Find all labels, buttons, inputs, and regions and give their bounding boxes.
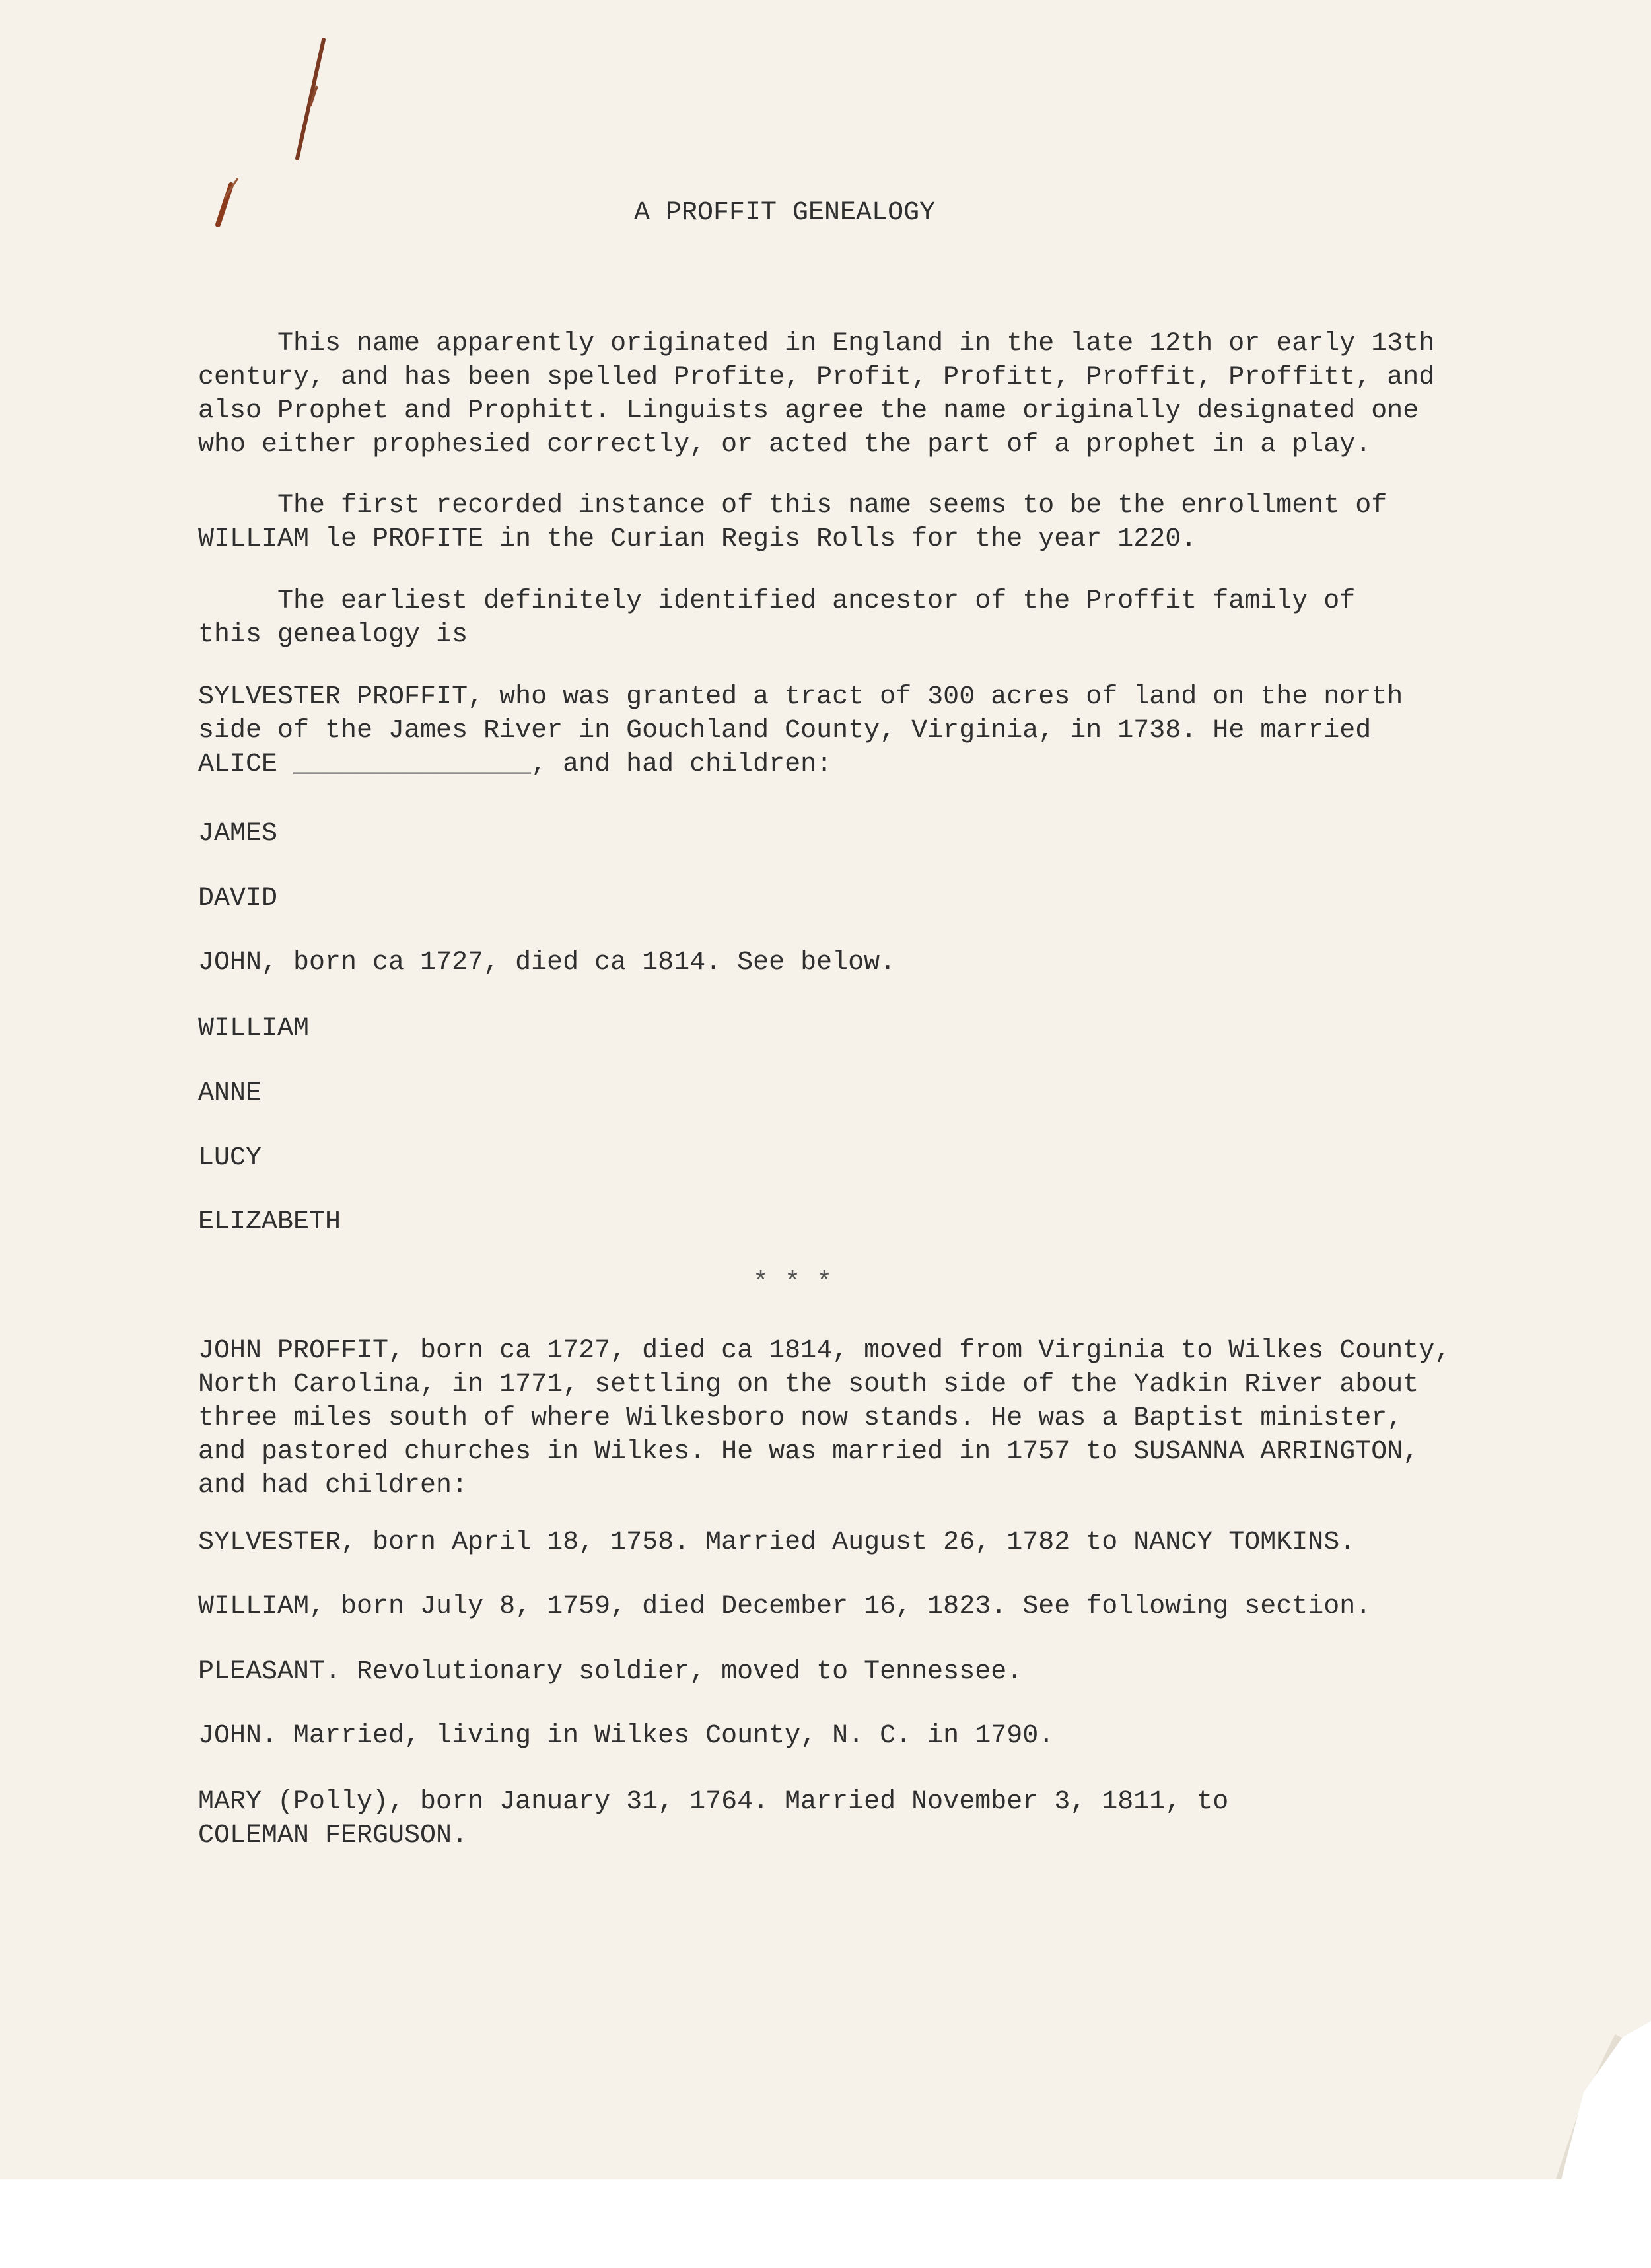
child-entry: DAVID [198,884,278,913]
intro-paragraph-2 [198,489,1387,556]
child-entry: WILLIAM, born July 8, 1759, died December 16, 1823. See following section. [198,1592,1372,1621]
john-paragraph [198,1334,1450,1503]
text-line: ALICE _______________, and had children: [198,750,833,779]
text-line: This name apparently originated in England in the late 12th or early 13th [198,329,1435,359]
child-entry: ANNE [198,1079,262,1108]
mary-entry [198,1785,1228,1853]
sylvester-paragraph [198,680,1403,781]
scan-background [0,2179,1651,2268]
text-line: WILLIAM le PROFITE in the Curian Regis Rolls for the year 1220. [198,524,1197,554]
child-entry: PLEASANT. Revolutionary soldier, moved to Tennessee. [198,1657,1023,1687]
text-line: and had children: [198,1471,468,1501]
child-entry: JAMES [198,819,278,849]
child-entry: JOHN. Married, living in Wilkes County, N. C. in 1790. [198,1721,1055,1751]
intro-paragraph-3 [198,585,1355,652]
text-line: The earliest definitely identified ancestor of the Proffit family of [198,586,1356,616]
text-line: JOHN PROFFIT, born ca 1727, died ca 1814, moved from Virginia to Wilkes County, [198,1336,1451,1366]
text-line: MARY (Polly), born January 31, 1764. Married November 3, 1811, to [198,1787,1229,1817]
text-line: side of the James River in Gouchland County, Virginia, in 1738. He married [198,716,1372,746]
child-entry: WILLIAM [198,1014,310,1044]
intro-paragraph-1 [198,327,1434,462]
text-line: also Prophet and Prophitt. Linguists agree the name originally designated one [198,396,1419,426]
child-entry: SYLVESTER, born April 18, 1758. Married August 26, 1782 to NANCY TOMKINS. [198,1528,1356,1557]
child-entry: LUCY [198,1143,262,1173]
folded-corner [1539,2021,1651,2179]
child-entry: ELIZABETH [198,1207,341,1237]
document-title: A PROFFIT GENEALOGY [634,198,936,228]
text-line: three miles south of where Wilkesboro now stands. He was a Baptist minister, [198,1403,1403,1433]
text-line: this genealogy is [198,620,468,650]
text-line: SYLVESTER PROFFIT, who was granted a tract of 300 acres of land on the north [198,682,1403,712]
text-line: century, and has been spelled Profite, Profit, Profitt, Proffit, Proffitt, and [198,363,1435,392]
text-line: North Carolina, in 1771, settling on the south side of the Yadkin River about [198,1370,1419,1400]
child-entry: JOHN, born ca 1727, died ca 1814. See below. [198,948,896,977]
text-line: The first recorded instance of this name seems to be the enrollment of [198,491,1388,520]
text-line: COLEMAN FERGUSON. [198,1821,468,1851]
text-line: and pastored churches in Wilkes. He was married in 1757 to SUSANNA ARRINGTON, [198,1437,1419,1467]
ink-stain-mark [198,26,370,251]
section-separator: * * * [753,1268,833,1298]
text-line: who either prophesied correctly, or acted the part of a prophet in a play. [198,430,1372,460]
